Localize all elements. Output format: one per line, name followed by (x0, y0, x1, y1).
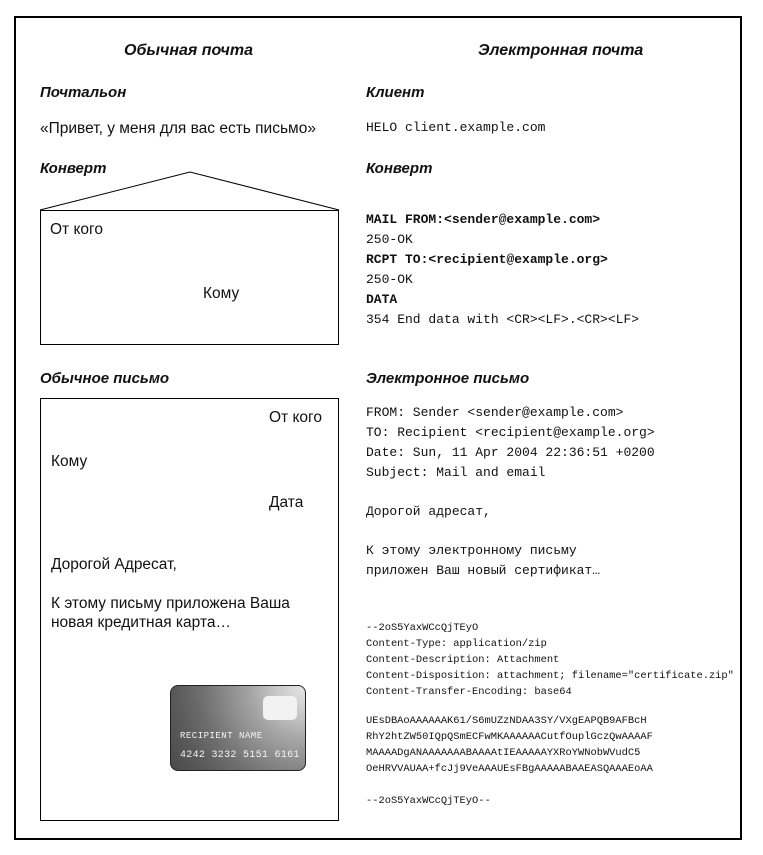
envelope-to: Кому (203, 285, 240, 302)
smtp-line: RCPT TO:<recipient@example.org> (366, 252, 608, 267)
envelope-box (40, 210, 339, 345)
card-chip (263, 696, 297, 720)
card-holder-name: RECIPIENT NAME (180, 731, 263, 741)
email-body-line: приложен Ваш новый сертификат… (366, 563, 601, 578)
mime-header-line: Content-Transfer-Encoding: base64 (366, 686, 572, 698)
email-header-line: Date: Sun, 11 Apr 2004 22:36:51 +0200 (366, 445, 655, 460)
envelope-flap (38, 168, 342, 212)
base64-line: UEsDBAoAAAAAAK61/S6mUZzNDAA3SY/VXgEAPQB9AFBcH (366, 715, 647, 727)
envelope-from: От кого (50, 221, 103, 238)
letter-heading: Обычное письмо (40, 370, 170, 387)
email-header-line: FROM: Sender <sender@example.com> (366, 405, 624, 420)
smtp-line: 354 End data with <CR><LF>.<CR><LF> (366, 312, 640, 327)
smtp-line: DATA (366, 292, 398, 307)
mime-header-line: Content-Disposition: attachment; filename="certificate.zip" (366, 670, 734, 682)
email-greeting: Дорогой адресат, (366, 504, 491, 519)
mime-header-line: Content-Type: application/zip (366, 638, 547, 650)
card-number: 4242 3232 5151 6161 (180, 750, 300, 761)
email-headers (366, 403, 655, 483)
letter-date: Дата (269, 494, 304, 511)
right-column-title: Электронная почта (478, 42, 644, 59)
email-header-line: TO: Recipient <recipient@example.org> (366, 425, 655, 440)
helo-command: HELO client.example.com (366, 120, 546, 135)
postman-heading: Почтальон (40, 84, 127, 101)
smtp-envelope-heading: Конверт (366, 160, 433, 177)
mime-header-line: Content-Description: Attachment (366, 654, 560, 666)
credit-card (170, 685, 306, 771)
mime-headers (366, 620, 734, 700)
email-body (366, 541, 600, 581)
base64-line: OeHRVVAUAA+fcJj9VeAAAUEsFBgAAAAABAAEASQAAAEoAA (366, 763, 653, 775)
mime-boundary-end: --2oS5YaxWCcQjTEyO-- (366, 795, 491, 807)
smtp-line: 250-OK (366, 272, 413, 287)
email-body-line: К этому электронному письму (366, 543, 577, 558)
letter-body-line-1: К этому письму приложена Ваша (51, 595, 290, 612)
email-heading: Электронное письмо (366, 370, 530, 387)
mime-header-line: --2oS5YaxWCcQjTEyO (366, 622, 479, 634)
email-header-line: Subject: Mail and email (366, 465, 546, 480)
postman-quote: «Привет, у меня для вас есть письмо» (40, 120, 316, 137)
envelope-heading: Конверт (40, 160, 107, 177)
base64-line: MAAAADgANAAAAAAABAAAAtIEAAAAAYXRoYWNobWVudC5 (366, 747, 641, 759)
base64-line: RhY2htZW50IQpQSmECFwMKAAAAAACutfOuplGczQwAAAAF (366, 731, 653, 743)
smtp-line: MAIL FROM:<sender@example.com> (366, 212, 601, 227)
smtp-line: 250-OK (366, 232, 413, 247)
base64-content (366, 713, 653, 777)
client-heading: Клиент (366, 84, 425, 101)
letter-to: Кому (51, 453, 88, 470)
letter-greeting: Дорогой Адресат, (51, 556, 177, 573)
smtp-dialog (366, 210, 639, 330)
letter-from: От кого (269, 409, 322, 426)
letter-body-line-2: новая кредитная карта… (51, 614, 231, 631)
left-column-title: Обычная почта (124, 42, 253, 59)
